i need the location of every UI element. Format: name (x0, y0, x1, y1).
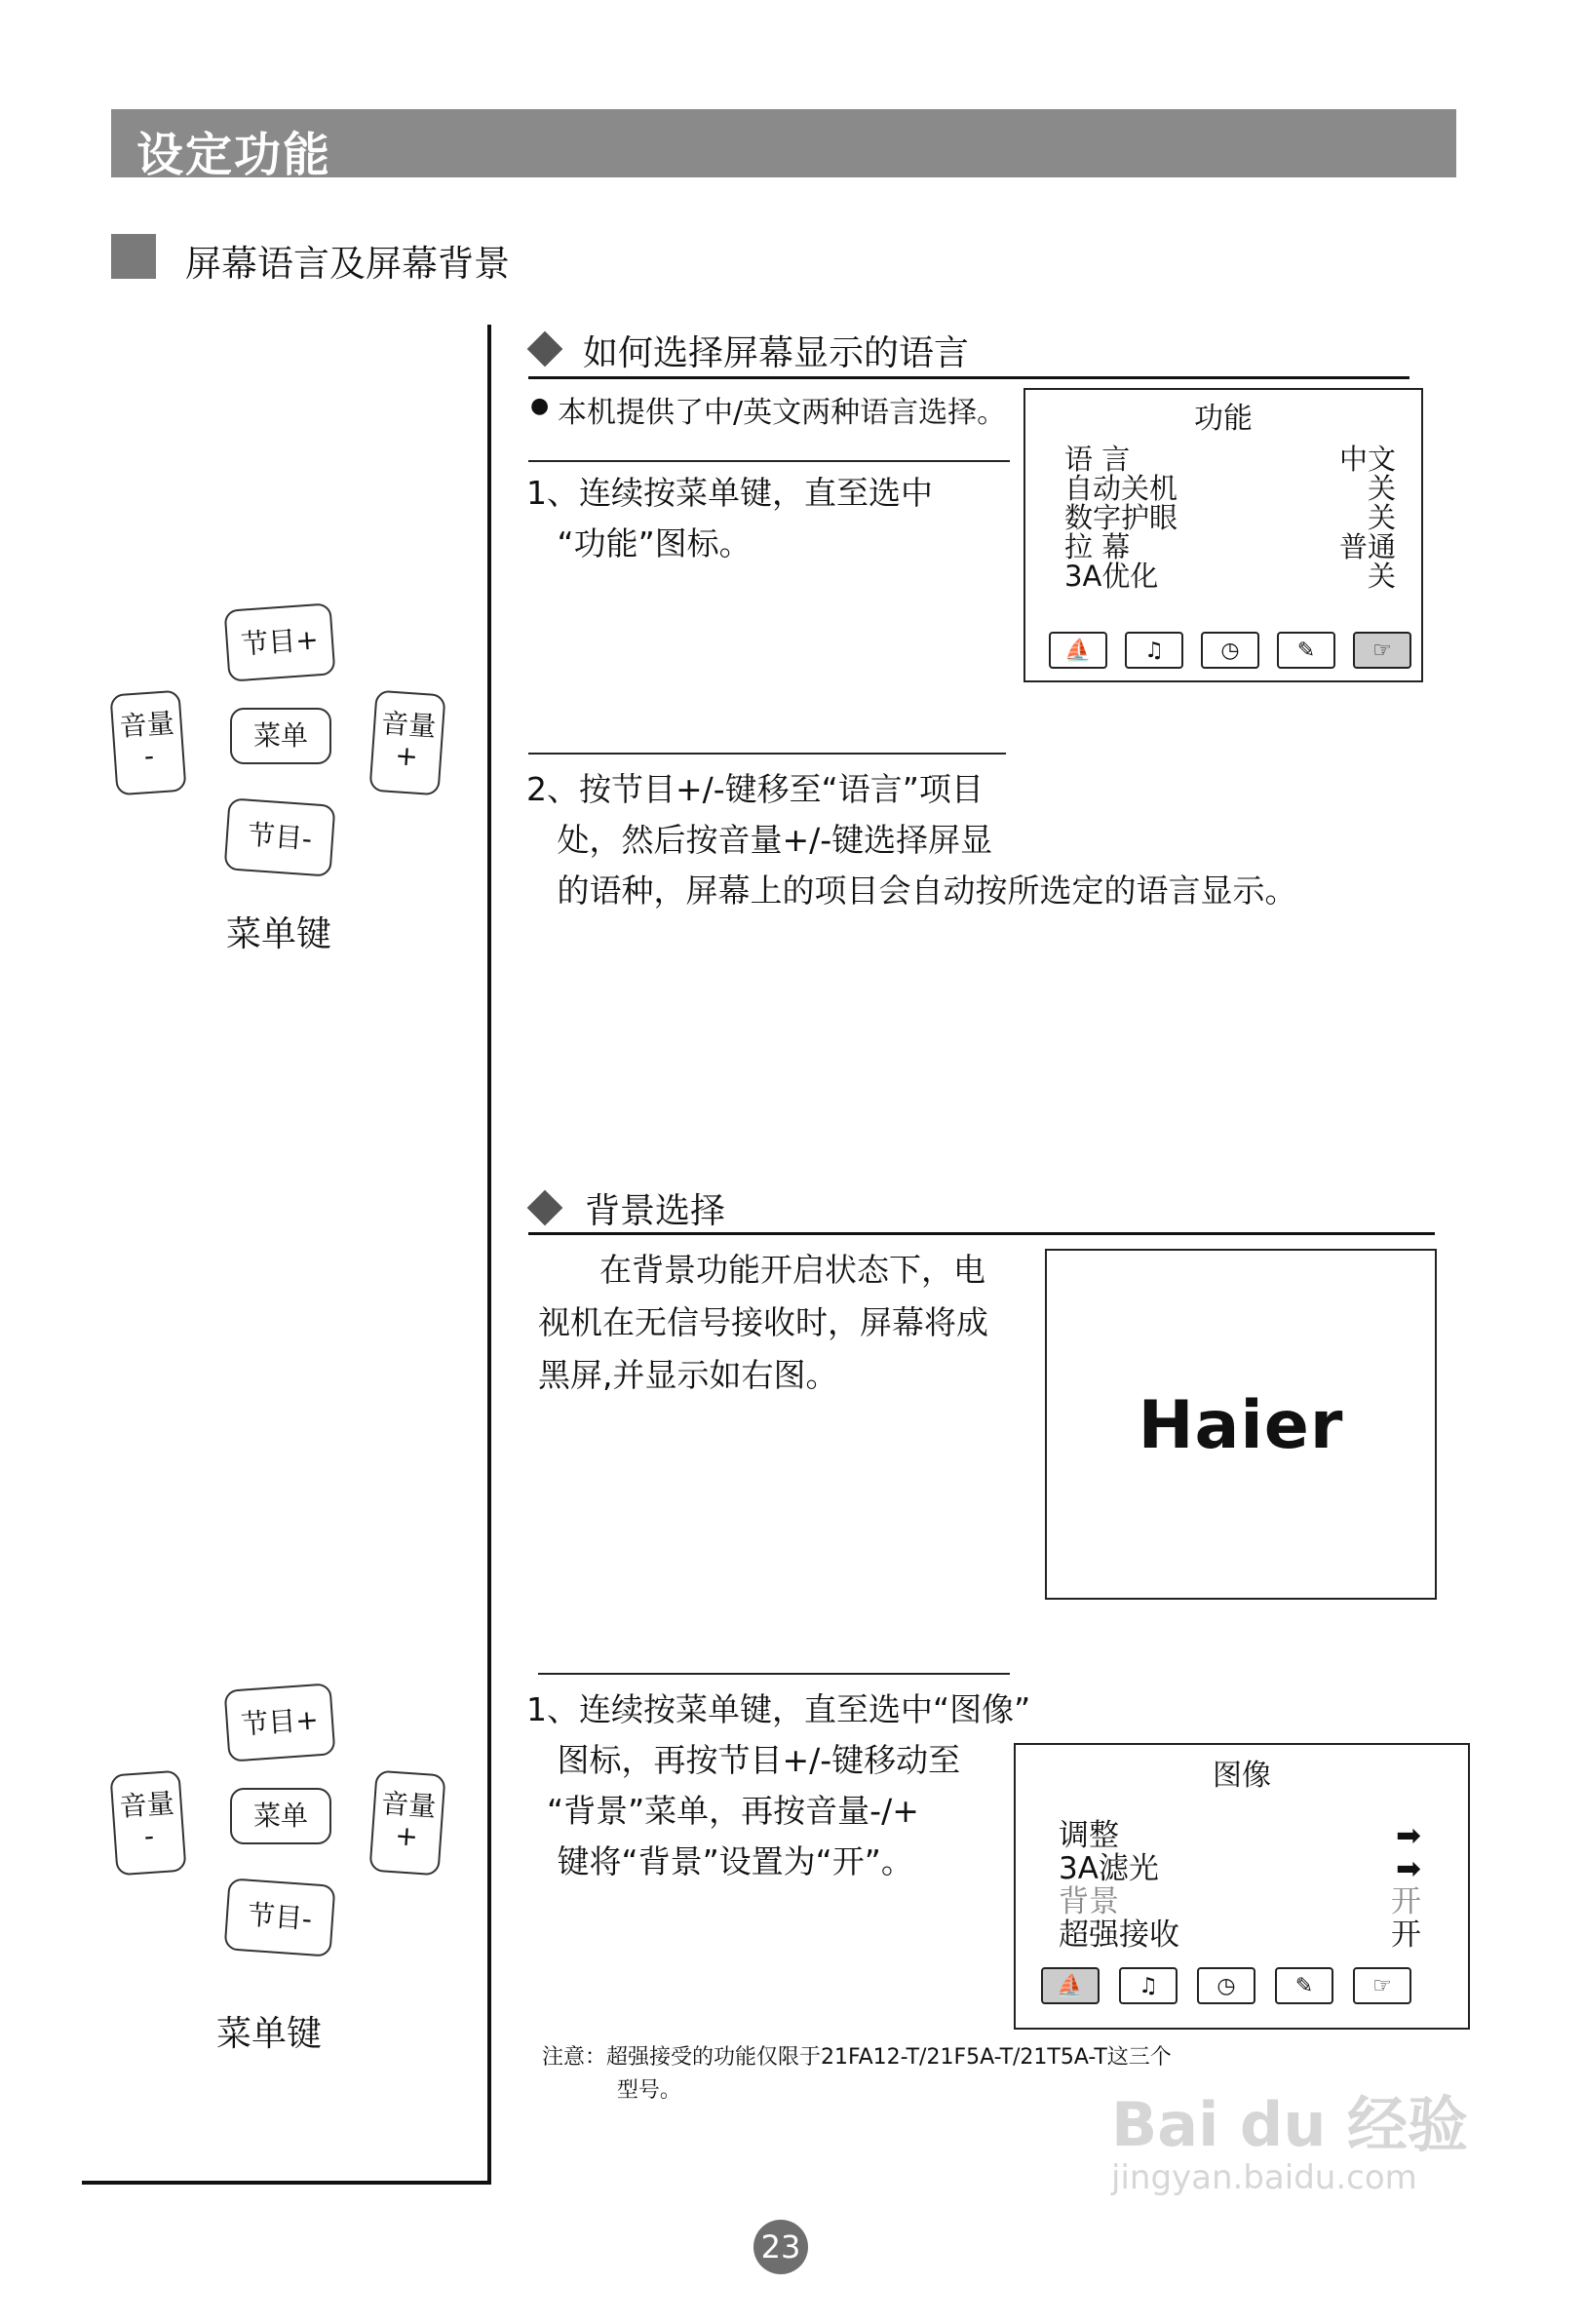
remote-caption: 菜单键 (216, 2014, 323, 2054)
osd-rows (1064, 445, 1396, 591)
bottom-rule (82, 2181, 491, 2185)
page-number: 23 (753, 2220, 808, 2274)
osd-row-3a-filter: 3A滤光 ➡ (1059, 1851, 1421, 1886)
background-heading: 背景选择 (585, 1191, 726, 1231)
vol-plus-key: 音量 + (368, 690, 445, 796)
background-text: 在背景功能开启状态下，电 视机在无信号接收时，屏幕将成 黑屏,并显示如右图。 (538, 1251, 988, 1394)
prog-minus-key: 节目- (224, 1878, 336, 1956)
sound-icon: ♫ (1119, 1967, 1178, 2004)
menu-key: 菜单 (230, 1788, 331, 1844)
tuning-icon: ✎ (1275, 1967, 1333, 2004)
tuning-icon: ✎ (1277, 632, 1335, 669)
model-note: 注意：超强接受的功能仅限于21FA12-T/21F5A-T/21T5A-T这三个 型号。 (542, 2045, 1172, 2103)
sound-icon: ♫ (1125, 632, 1183, 669)
osd-row-language: 语 言 中文 (1064, 443, 1396, 476)
vol-plus-key: 音量 + (368, 1770, 445, 1877)
divider (528, 753, 1006, 755)
osd-title: 图像 (1213, 1759, 1271, 1793)
page-title: 设定功能 (136, 128, 332, 182)
function-icon: ☞ (1353, 632, 1411, 669)
no-signal-screen (1045, 1249, 1437, 1600)
menu-key: 菜单 (230, 708, 331, 764)
osd-rows (1059, 1819, 1421, 1952)
language-step1: 1、连续按菜单键，直至选中 “功能”图标。 (526, 474, 933, 562)
osd-row-auto-off: 自动关机 关 (1064, 472, 1396, 505)
remote-caption: 菜单键 (226, 914, 332, 954)
heading-rule (528, 376, 1409, 379)
function-menu-screen (1023, 388, 1423, 682)
osd-row-curtain: 拉 幕 普通 (1064, 530, 1396, 563)
prog-plus-key: 节目+ (224, 1683, 336, 1762)
vol-minus-key: 音量 - (109, 690, 186, 796)
language-bullet-text: 本机提供了中/英文两种语言选择。 (558, 396, 1007, 430)
background-step1: 1、连续按菜单键，直至选中“图像” 图标，再按节目+/-键移动至 “背景”菜单，再按音量-/+ 键将“背景”设置为“开”。 (526, 1690, 1031, 1880)
diamond-bullet-icon (527, 1190, 563, 1226)
prog-minus-key: 节目- (224, 797, 336, 876)
section-title: 屏幕语言及屏幕背景 (185, 243, 510, 285)
vol-minus-key: 音量 - (109, 1770, 186, 1877)
haier-logo: Haier (1138, 1387, 1344, 1464)
osd-title: 功能 (1194, 402, 1253, 436)
heading-rule (528, 1232, 1435, 1235)
clock-icon: ◷ (1201, 632, 1259, 669)
osd-row-strong-reception: 超强接收 开 (1059, 1917, 1421, 1953)
osd-row-3a: 3A优化 关 (1064, 560, 1396, 593)
language-step2: 2、按节目+/-键移至“语言”项目 处，然后按音量+/-键选择屏显 的语种，屏幕上的项目会自动按所选定的语言显示。 (526, 770, 1297, 910)
column-divider (487, 325, 491, 2185)
watermark-logo: Bai du 经验 (1111, 2089, 1469, 2160)
image-menu-screen (1014, 1743, 1470, 2030)
osd-row-background: 背景 开 (1059, 1884, 1421, 1919)
osd-icon-bar (1049, 632, 1411, 669)
osd-icon-bar (1041, 1967, 1411, 2004)
language-heading: 如何选择屏幕显示的语言 (583, 333, 970, 373)
prog-plus-key: 节目+ (224, 602, 336, 681)
divider (528, 460, 1010, 462)
section-marker (111, 234, 156, 279)
bullet-dot-icon: ● (530, 394, 550, 418)
function-icon: ☞ (1353, 1967, 1411, 2004)
diamond-bullet-icon (527, 331, 563, 368)
header-bar (111, 109, 1456, 182)
watermark-url: jingyan.baidu.com (1111, 2158, 1417, 2197)
osd-row-eye-care: 数字护眼 关 (1064, 501, 1396, 534)
picture-icon: ⛵ (1049, 632, 1107, 669)
clock-icon: ◷ (1197, 1967, 1255, 2004)
picture-icon: ⛵ (1041, 1967, 1100, 2004)
osd-row-adjust: 调整 ➡ (1059, 1818, 1421, 1853)
divider (538, 1673, 1010, 1675)
